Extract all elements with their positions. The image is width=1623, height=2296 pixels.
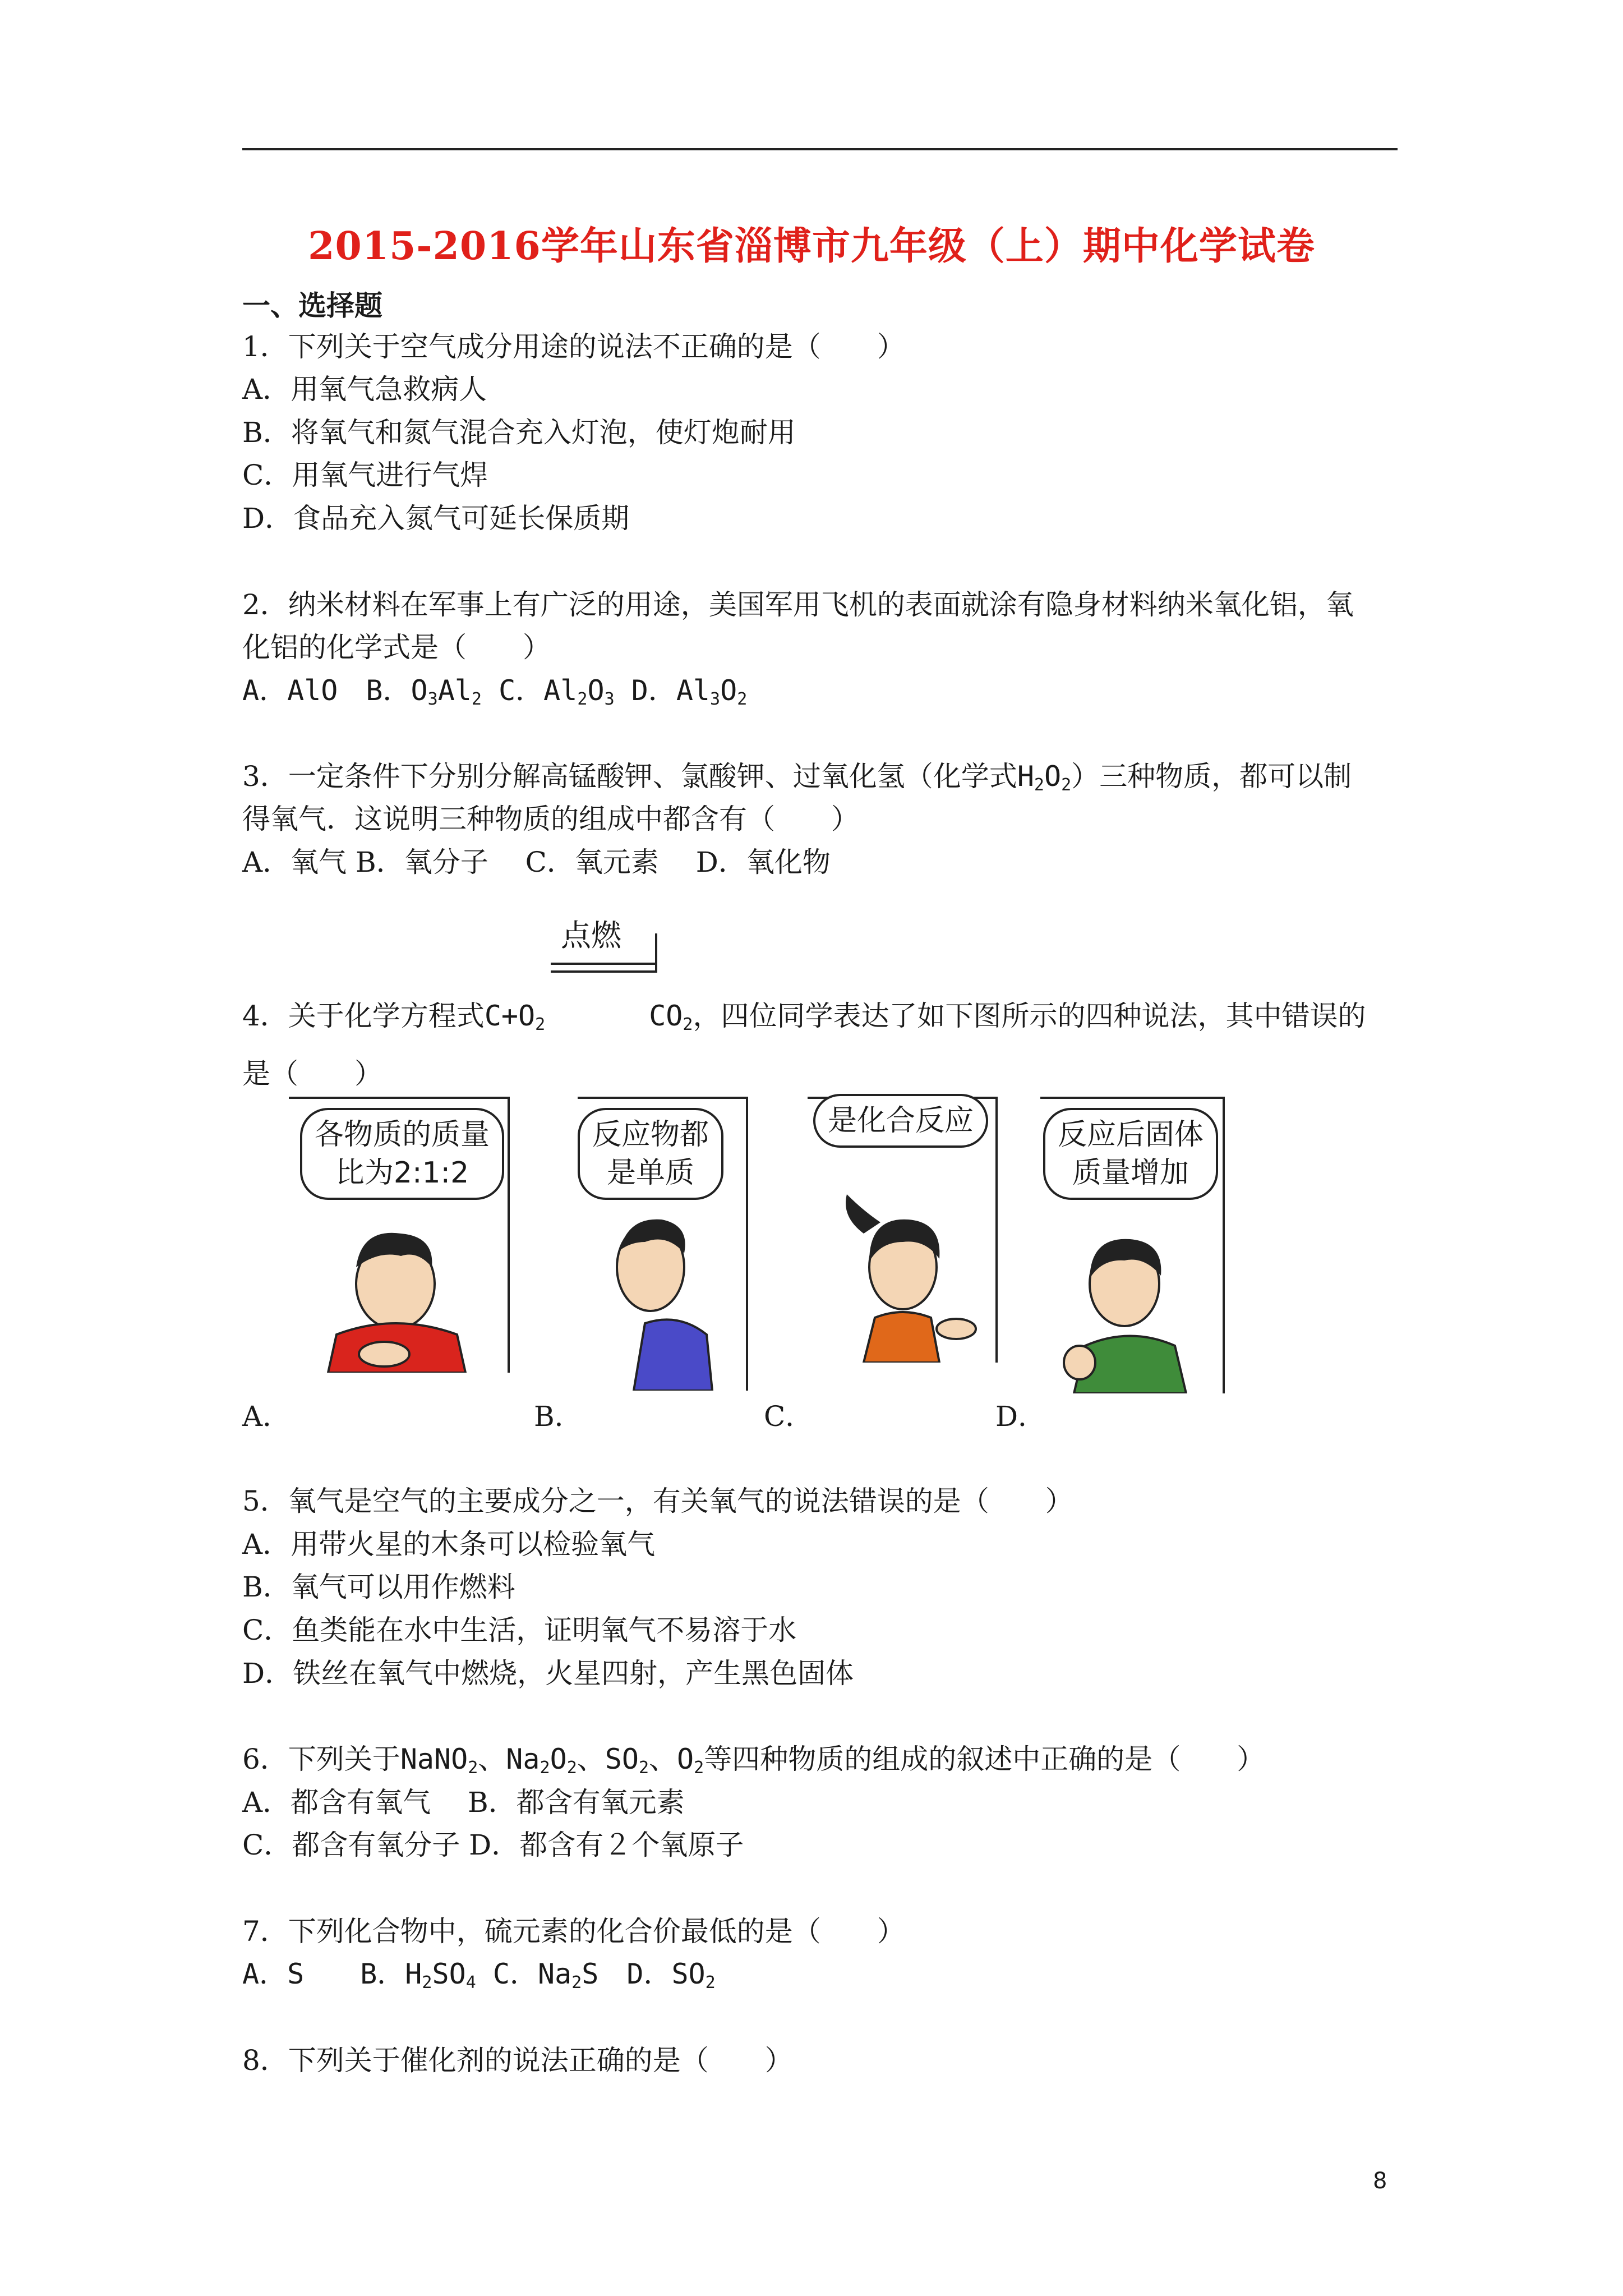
reaction-condition: 点燃 xyxy=(561,918,621,953)
bubble-c-line1: 是化合反应 xyxy=(828,1104,974,1138)
speech-bubble-d xyxy=(1043,1108,1218,1200)
question-4-stem-pre: 4．关于化学方程式 xyxy=(242,1000,485,1032)
question-8-stem: 8．下列关于催化剂的说法正确的是（ ） xyxy=(242,2044,793,2077)
equation-arrow-line xyxy=(551,963,657,965)
bubble-a-line1: 各物质的质量 xyxy=(315,1118,490,1152)
page-number: 8 xyxy=(1373,2168,1387,2194)
question-1-option-b: B．将氧气和氮气混合充入灯泡，使灯炮耐用 xyxy=(242,416,796,449)
question-7-options: A．S B．$H_2SO_4$ C．$Na_2S$ D．$SO_2$ xyxy=(242,1958,716,1993)
option-b-label: B． xyxy=(534,1400,583,1433)
question-2-options: A．AlO B．$O_3Al_2$ C．$Al_2O_3$ D．$Al_3O_2$ xyxy=(242,674,748,709)
question-1-option-d: D．食品充入氮气可延长保质期 xyxy=(242,502,630,535)
question-5-option-c: C．鱼类能在水中生活，证明氧气不易溶于水 xyxy=(242,1614,797,1646)
question-1-stem: 1．下列关于空气成分用途的说法不正确的是（ ） xyxy=(242,330,905,363)
question-6-options-ab: A．都含有氧气 B．都含有氧元素 xyxy=(242,1786,685,1819)
section-heading: 一、选择题 xyxy=(242,289,382,322)
question-1-option-c: C．用氧气进行气焊 xyxy=(242,459,488,491)
question-5-option-a: A．用带火星的木条可以检验氧气 xyxy=(242,1528,656,1561)
question-3-stem-post: ）三种物质，都可以制 xyxy=(1071,760,1352,793)
question-4-stem-post: ，四位同学表达了如下图所示的四种说法，其中错误的 xyxy=(693,1000,1366,1032)
bubble-b-line1: 反应物都 xyxy=(592,1118,709,1152)
question-3-stem-line2: 得氧气．这说明三种物质的组成中都含有（ ） xyxy=(242,803,859,835)
option-a-label: A． xyxy=(242,1400,291,1433)
question-2-stem-line1: 2．纳米材料在军事上有广泛的用途，美国军用飞机的表面就涂有隐身材料纳米氧化铝，氧 xyxy=(242,588,1354,621)
question-3-stem-line1: 3．一定条件下分别分解高锰酸钾、氯酸钾、过氧化氢（化学式$H_2O_2$）三种物质，都可以制 xyxy=(242,760,1352,795)
speech-bubble-a xyxy=(300,1108,504,1200)
option-d-label: D． xyxy=(995,1400,1046,1433)
question-3-options: A．氧气 B．氧分子 C．氧元素 D．氧化物 xyxy=(242,846,831,878)
bubble-d-line2: 质量增加 xyxy=(1072,1156,1189,1190)
speech-bubble-c xyxy=(813,1094,988,1148)
question-2-stem-line2: 化铝的化学式是（ ） xyxy=(242,631,551,664)
question-1-option-a: A．用氧气急救病人 xyxy=(242,373,487,406)
equation-arrow-line xyxy=(551,970,657,973)
question-5-stem: 5．氧气是空气的主要成分之一，有关氧气的说法错误的是（ ） xyxy=(242,1485,1073,1517)
question-6-stem: 6．下列关于NaNO$_2$、$Na_2O_2$、$SO_2$、$O_2$等四种物质的组成的叙述中正确的是（ ） xyxy=(242,1743,1265,1778)
question-3-stem-pre: 3．一定条件下分别分解高锰酸钾、氯酸钾、过氧化氢（化学式 xyxy=(242,760,1017,793)
question-5-option-d: D．铁丝在氧气中燃烧，火星四射，产生黑色固体 xyxy=(242,1657,854,1690)
bubble-b-line2: 是单质 xyxy=(607,1156,695,1190)
question-6-stem-pre: 6．下列关于 xyxy=(242,1743,400,1775)
question-6-stem-post: 等四种物质的组成的叙述中正确的是（ ） xyxy=(704,1743,1265,1775)
question-4-stem-line2: 是（ ） xyxy=(242,1057,382,1090)
page-title: 2015-2016学年山东省淄博市九年级（上）期中化学试卷 xyxy=(308,224,1315,269)
question-4-stem-line1: 4．关于化学方程式$C+O_2$ $CO_2$，四位同学表达了如下图所示的四种说法，其中错误的 xyxy=(242,1000,1366,1034)
bubble-a-line2: 比为2:1:2 xyxy=(335,1156,469,1190)
question-6-options-cd: C．都含有氧分子 D．都含有２个氧原子 xyxy=(242,1829,744,1861)
equation-arrow-bar xyxy=(655,933,657,973)
bubble-d-line1: 反应后固体 xyxy=(1058,1118,1204,1152)
option-c-label: C． xyxy=(764,1400,814,1433)
question-7-stem: 7．下列化合物中，硫元素的化合价最低的是（ ） xyxy=(242,1915,905,1948)
question-5-option-b: B．氧气可以用作燃料 xyxy=(242,1571,515,1603)
speech-bubble-b xyxy=(578,1108,723,1200)
header-rule xyxy=(242,148,1398,150)
